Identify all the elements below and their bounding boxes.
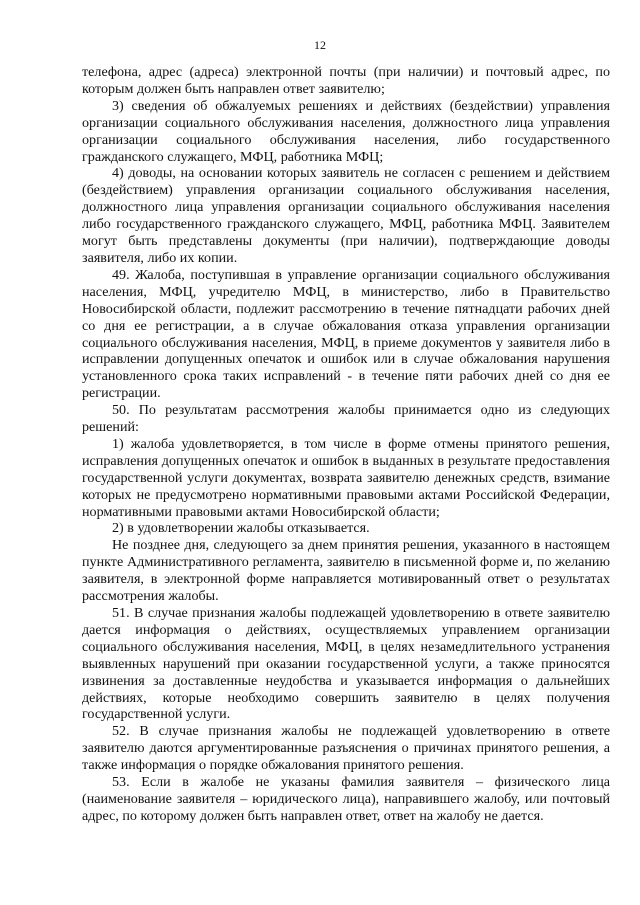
- paragraph-decision-1: 1) жалоба удовлетворяется, в том числе в форме отмены принятого решения, исправления допущенных опечаток и ошибок в выданных в результате предоставления государственной услуги документах, возврата заявителю денежных средств, взимание которых не предусмотрено нормативными правовыми актами Российской Федерации, нормативными правовыми актами Новосибирской области;: [82, 435, 610, 520]
- paragraph-response-deadline: Не позднее дня, следующего за днем принятия решения, указанного в настоящем пункте Административного регламента, заявителю в письменной форме и, по желанию заявителя, в электронной форме направляется мотивированный ответ о результатах рассмотрения жалобы.: [82, 537, 610, 605]
- paragraph-clause-51: 51. В случае признания жалобы подлежащей удовлетворению в ответе заявителю дается информация о действиях, осуществляемых управлением организации социального обслуживания населения, МФЦ, в целях незамедлительного устранения выявленных нарушений при оказании государственной услуги, а также приносятся извинения за доставленные неудобства и указывается информация о дальнейших действиях, которые необходимо совершить заявителю в целях получения государственной услуги.: [82, 605, 610, 723]
- paragraph-continuation: телефона, адрес (адреса) электронной почты (при наличии) и почтовый адрес, по которым должен быть направлен ответ заявителю;: [82, 64, 610, 97]
- paragraph-item-4: 4) доводы, на основании которых заявитель не согласен с решением и действием (бездействием) управления организации социального обслуживания населения, должностного лица управления организации социального обслуживания населения либо государственного гражданского служащего, МФЦ, работника МФЦ. Заявителем могут быть представлены документы (при наличии), подтверждающие доводы заявителя, либо их копии.: [82, 165, 610, 266]
- paragraph-item-3: 3) сведения об обжалуемых решениях и действиях (бездействии) управления организации социального обслуживания населения, должностного лица управления организации социального обслуживания населения, либо государственного гражданского служащего, МФЦ, работника МФЦ;: [82, 97, 610, 165]
- paragraph-decision-2: 2) в удовлетворении жалобы отказывается.: [112, 520, 370, 537]
- paragraph-clause-50: 50. По результатам рассмотрения жалобы принимается одно из следующих решений:: [82, 402, 610, 436]
- document-body: [82, 64, 610, 825]
- page-number: 12: [314, 38, 326, 52]
- paragraph-clause-49: 49. Жалоба, поступившая в управление организации социального обслуживания населения, МФЦ, учредителю МФЦ, в министерство, либо в Правительство Новосибирской области, подлежит рассмотрению в течение пятнадцати рабочих дней со дня ее регистрации, а в случае обжалования отказа управления организации социального обслуживания населения, МФЦ, в приеме документов у заявителя либо в исправлении допущенных опечаток и ошибок или в случае обжалования нарушения установленного срока таких исправлений - в течение пяти рабочих дней со дня ее регистрации.: [82, 266, 610, 402]
- paragraph-clause-53: 53. Если в жалобе не указаны фамилия заявителя – физического лица (наименование заявителя – юридического лица), направившего жалобу, или почтовый адрес, по которому должен быть направлен ответ, ответ на жалобу не дается.: [82, 774, 610, 824]
- paragraph-clause-52: 52. В случае признания жалобы не подлежащей удовлетворению в ответе заявителю даются аргументированные разъяснения о причинах принятого решения, а также информация о порядке обжалования принятого решения.: [82, 723, 610, 774]
